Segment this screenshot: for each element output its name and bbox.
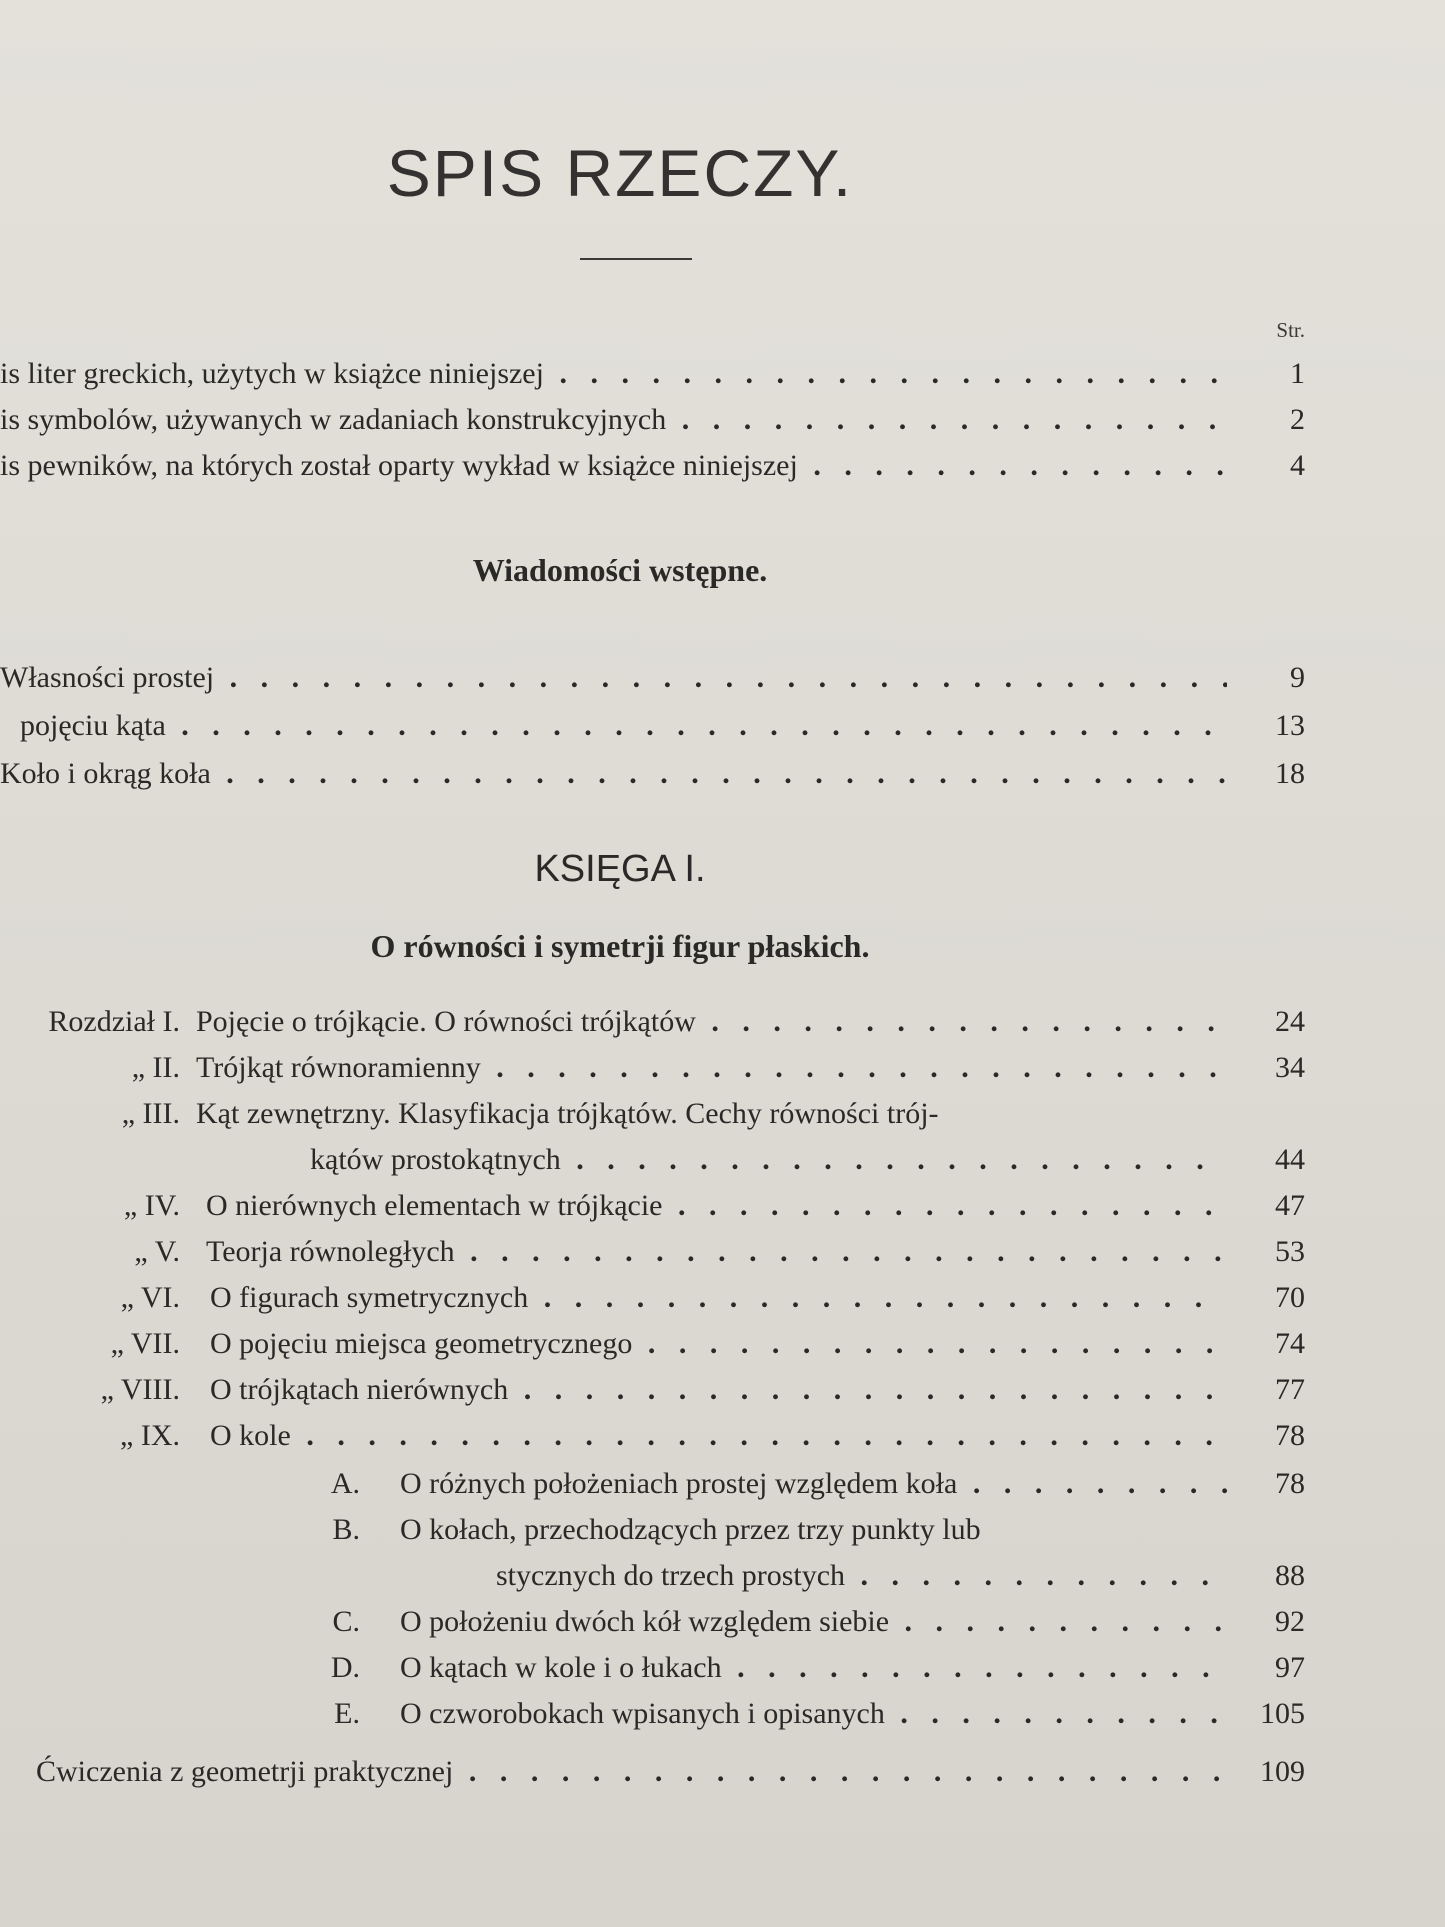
toc-entry: O kole . . . <box>210 1414 1227 1458</box>
chapter-number: „ II. <box>131 1051 180 1084</box>
toc-page-number: 78 <box>1275 1419 1305 1452</box>
chapter-number: „ IX. <box>120 1419 180 1452</box>
toc-entry: O czworobokach wpisanych i opisanych . . . <box>400 1692 1227 1736</box>
toc-entry: Własności prostej . . . <box>0 656 1227 700</box>
toc-entry: O nierównych elementach w trójkącie . . . <box>206 1184 1227 1228</box>
page-column-label: Str. <box>1276 318 1305 342</box>
book-heading: KSIĘGA I. <box>534 848 706 890</box>
toc-entry: is pewników, na których został oparty wykład w książce niniejszej . . . <box>0 444 1227 488</box>
toc-page-number: 44 <box>1275 1143 1305 1176</box>
toc-page-number: 78 <box>1275 1467 1305 1500</box>
toc-page-number: 88 <box>1275 1559 1305 1592</box>
toc-row <box>0 1750 1445 1794</box>
toc-row <box>0 656 1445 700</box>
chapter-number: „ VII. <box>110 1327 180 1360</box>
toc-row <box>0 704 1445 748</box>
toc-entry: Teorja równoległych . . . <box>206 1230 1227 1274</box>
toc-entry: kątów prostokątnych . . . <box>310 1138 1227 1182</box>
toc-entry: Kąt zewnętrzny. Klasyfikacja trójkątów. Cechy równości trój- <box>196 1097 939 1130</box>
toc-page-number: 34 <box>1275 1051 1305 1084</box>
toc-entry: O figurach symetrycznych . . . <box>210 1276 1227 1320</box>
chapter-number: „ III. <box>121 1097 180 1130</box>
toc-entry: Koło i okrąg koła . . . <box>0 752 1227 796</box>
toc-row <box>0 1092 1445 1136</box>
toc-page-number: 97 <box>1275 1651 1305 1684</box>
toc-entry: O pojęciu miejsca geometrycznego . . . <box>210 1322 1227 1366</box>
toc-row <box>0 1230 1445 1274</box>
book-subheading: O równości i symetrji figur płaskich. <box>370 928 870 964</box>
toc-entry: O trójkątach nierównych . . . <box>210 1368 1227 1412</box>
chapter-number: „ V. <box>134 1235 180 1268</box>
toc-page-number: 2 <box>1290 403 1305 436</box>
subsection-letter: E. <box>334 1697 360 1730</box>
subsection-letter: A. <box>330 1467 360 1500</box>
subsection-letter: D. <box>330 1651 360 1684</box>
subsection-letter: C. <box>332 1605 360 1638</box>
toc-entry: O kątach w kole i o łukach . . . <box>400 1646 1227 1690</box>
toc-row <box>0 1554 1445 1598</box>
chapter-number: Rozdział I. <box>48 1005 180 1038</box>
toc-entry: O kołach, przechodzących przez trzy punkty lub <box>400 1513 981 1546</box>
toc-entry: Pojęcie o trójkącie. O równości trójkątów . . . <box>196 1000 1227 1044</box>
toc-page-number: 77 <box>1275 1373 1305 1406</box>
toc-row <box>0 1138 1445 1182</box>
toc-row <box>0 1322 1445 1366</box>
chapter-number: „ VIII. <box>100 1373 180 1406</box>
toc-row <box>0 1184 1445 1228</box>
toc-row <box>0 752 1445 796</box>
chapter-number: „ VI. <box>120 1281 180 1314</box>
toc-row <box>0 1414 1445 1458</box>
toc-page-number: 105 <box>1260 1697 1305 1730</box>
toc-entry: Trójkąt równoramienny . . . <box>196 1046 1227 1090</box>
toc-row <box>0 398 1445 442</box>
toc-page-number: 47 <box>1275 1189 1305 1222</box>
toc-row <box>0 1692 1445 1736</box>
toc-page-number: 109 <box>1260 1755 1305 1788</box>
chapter-number: „ IV. <box>123 1189 180 1222</box>
toc-row <box>0 1462 1445 1506</box>
toc-entry: stycznych do trzech prostych . . . <box>496 1554 1227 1598</box>
title-divider <box>580 258 692 260</box>
toc-entry: is liter greckich, użytych w książce niniejszej . . . <box>0 352 1227 396</box>
toc-page-number: 92 <box>1275 1605 1305 1638</box>
section-heading: Wiadomości wstępne. <box>472 552 768 588</box>
toc-entry: pojęciu kąta . . . <box>20 704 1227 748</box>
toc-row <box>0 1508 1445 1552</box>
subsection-letter: B. <box>332 1513 360 1546</box>
toc-page-number: 24 <box>1275 1005 1305 1038</box>
toc-page-number: 9 <box>1290 661 1305 694</box>
toc-row <box>0 1276 1445 1320</box>
page-title: SPIS RZECZY. <box>386 136 854 210</box>
toc-page-number: 74 <box>1275 1327 1305 1360</box>
toc-page-number: 53 <box>1275 1235 1305 1268</box>
toc-entry: Ćwiczenia z geometrji praktycznej . . . <box>36 1750 1227 1794</box>
toc-row <box>0 1368 1445 1412</box>
toc-row <box>0 1600 1445 1644</box>
toc-page-number: 18 <box>1275 757 1305 790</box>
toc-entry: O położeniu dwóch kół względem siebie . . . <box>400 1600 1227 1644</box>
toc-row <box>0 444 1445 488</box>
toc-page-number: 13 <box>1275 709 1305 742</box>
toc-row <box>0 1646 1445 1690</box>
toc-row <box>0 1000 1445 1044</box>
toc-row <box>0 352 1445 396</box>
toc-page-number: 70 <box>1275 1281 1305 1314</box>
toc-entry: O różnych położeniach prostej względem koła . . . <box>400 1462 1227 1506</box>
toc-page-number: 4 <box>1290 449 1305 482</box>
toc-entry: is symbolów, używanych w zadaniach konstrukcyjnych . . . <box>0 398 1227 442</box>
toc-page-number: 1 <box>1290 357 1305 390</box>
toc-row <box>0 1046 1445 1090</box>
